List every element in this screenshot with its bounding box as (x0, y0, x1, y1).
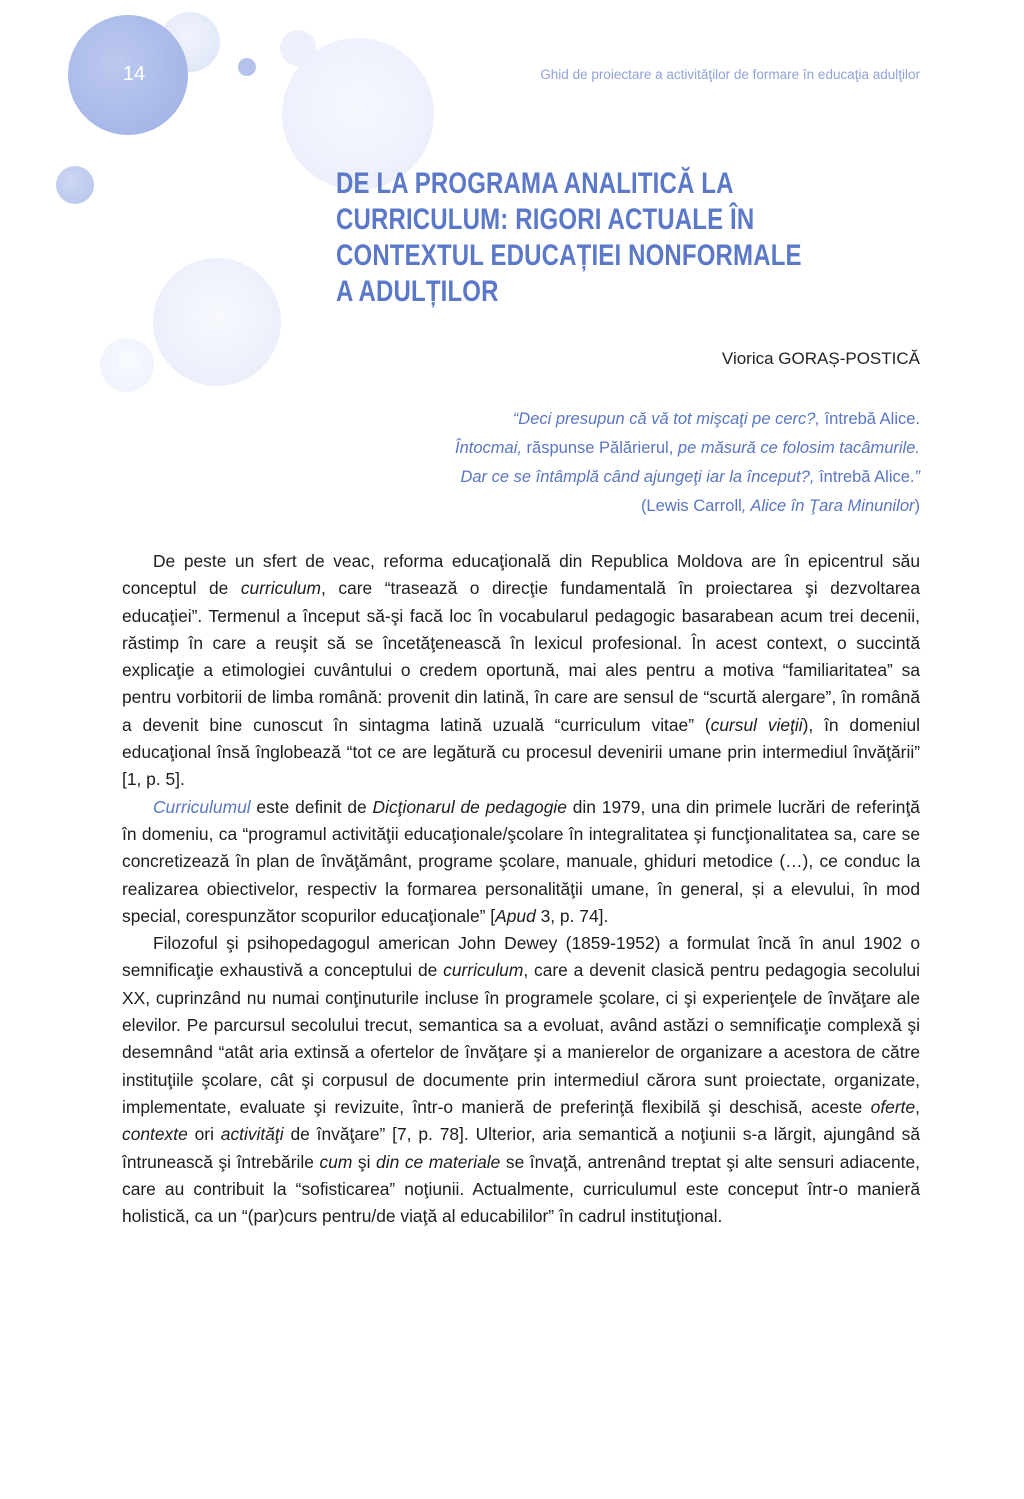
text-run: , (915, 1096, 920, 1117)
highlighted-term: Curriculumul (153, 796, 251, 817)
text-run: , care a devenit clasică pentru pedagogia secolului XX, cuprinzând nu numai conţinuturile incluse în programele şcolare, ci şi experienţele de învăţare ale elevilor. Pe parcursul secolului trecut, semantica sa a evoluat, având astăzi o semnificaţie complexă şi desemnând “atât aria extinsă a ofertelor de învăţare şi a manierelor de organizare a acestora de către instituţiile şcolare, cât şi corpusul de documente prin intermediul cărora sunt proiectate, organizate, implementate, evaluate şi revizuite, într-o manieră de preferinţă flexibilă şi deschisă, aceste (122, 960, 920, 1117)
decorative-bubble (153, 258, 281, 386)
text-run: 3, p. 74]. (535, 905, 609, 926)
text-run: Filozoful şi psihopedagogul american John Dewey (1859-1952) a formulat încă în anul 1902 o semnificaţie exhaustivă a conceptului de (122, 933, 920, 981)
text-run: , care “trasează o direcţie fundamentală în proiectarea şi dezvoltarea educaţiei”. Termenul a început să-şi facă loc în vocabularul pedagogic basarabean acum trei decenii, răstimp în care a reuşit să se încetăţenească în lexicul profesional. În acest context, o succintă explicaţie a etimologiei cuvântului o credem oportună, mai ales pentru a motiva “familiaritatea” sa pentru vorbitorii de limba română: provenit din latină, în care are sensul de “scurtă alergare”, în română a devenit bine cunoscut în sintagma latină uzuală “curriculum vitae” ( (122, 578, 920, 735)
epigraph-quote: “Deci presupun că vă tot mişcaţi pe cerc?, (512, 410, 821, 428)
text-run: ori (187, 1124, 221, 1145)
emphasis: din ce materiale (376, 1151, 501, 1172)
emphasis: curriculum (443, 960, 524, 981)
text-run: din 1979, una din primele lucrări de referinţă în domeniu, ca “programul activităţii educaţionale/şcolare în integralitatea şi funcţionalitatea sa, care se concretizează în plan de învăţământ, programe şcolare, manuale, ghiduri metodice (…), ce conduc la realizarea obiectivelor, respectiv la formarea personalităţii umane, în general, și a elevului, în mod special, corespunzător scopurilor educaţionale” [ (122, 796, 920, 926)
epigraph-line (220, 434, 920, 463)
epigraph-quote: Întocmai, (455, 439, 522, 457)
decorative-bubble (56, 166, 94, 204)
epigraph-citation (220, 492, 920, 521)
page-number: 14 (122, 63, 146, 85)
paragraph-3 (122, 930, 920, 1230)
emphasis: cum (319, 1151, 353, 1172)
paragraph-2 (122, 794, 920, 930)
article-body (122, 548, 920, 1230)
text-run: De peste un sfert de veac, reforma educaţională din Republica Moldova are în epicentrul său conceptul de (122, 551, 920, 599)
epigraph-line (220, 405, 920, 434)
epigraph-speaker: întrebă Alice. (820, 410, 920, 428)
text-run: ), în domeniul educaţional însă înglobează “tot ce are legătură cu procesul devenirii umane prin intermediul învăţării” [1, p. 5]. (122, 714, 920, 790)
epigraph (220, 405, 920, 521)
epigraph-line (220, 463, 920, 492)
epigraph-speaker: răspunse Pălărierul, (521, 439, 678, 457)
citation-author: (Lewis Carroll (640, 497, 742, 515)
text-run: se învaţă, antrenând treptat şi alte sensuri adiacente, care au contribuit la “sofisticarea” noţiunii. Actualmente, curriculumul este conceput într-o manieră holistică, ca un “(par)curs pentru/de viaţă al educabililor” în cadrul instituţional. (122, 1151, 920, 1227)
paragraph-1 (122, 548, 920, 794)
running-header: Ghid de proiectare a activităţilor de formare în educaţia adulţilor (540, 67, 920, 82)
emphasis: curriculum (240, 578, 322, 599)
citation-close: ) (914, 497, 920, 515)
article-author: Viorica GORAȘ-POSTICĂ (721, 349, 920, 368)
decorative-bubble (280, 30, 316, 66)
article-title: DE LA PROGRAMA ANALITICĂ LA CURRICULUM: RIGORI ACTUALE ÎN CONTEXTUL EDUCAȚIEI NONFORMALE A ADULȚILOR (336, 167, 802, 308)
epigraph-quote: pe măsură ce folosim tacâmurile. (677, 439, 920, 457)
emphasis: activităţi (220, 1124, 284, 1145)
emphasis: Dicţionarul de pedagogie (372, 796, 567, 817)
emphasis: Apud (495, 905, 536, 926)
decorative-bubble (238, 58, 256, 76)
decorative-bubble (100, 338, 154, 392)
text-run: de învăţare” [7, p. 78]. Ulterior, aria semantică a noţiunii s-a lărgit, ajungând să întrunească şi întrebările (122, 1124, 920, 1172)
epigraph-quote: Dar ce se întâmplă când ajungeţi iar la început?, (460, 468, 815, 486)
text-run: şi (352, 1151, 377, 1172)
epigraph-speaker: întrebă Alice. (814, 468, 915, 486)
epigraph-quote-close: ” (914, 468, 920, 486)
text-run: este definit de (250, 796, 373, 817)
emphasis: cursul vieţii (710, 714, 803, 735)
citation-book: , Alice în Ţara Minunilor (741, 497, 915, 515)
emphasis: oferte (870, 1096, 916, 1117)
emphasis: contexte (122, 1124, 188, 1145)
